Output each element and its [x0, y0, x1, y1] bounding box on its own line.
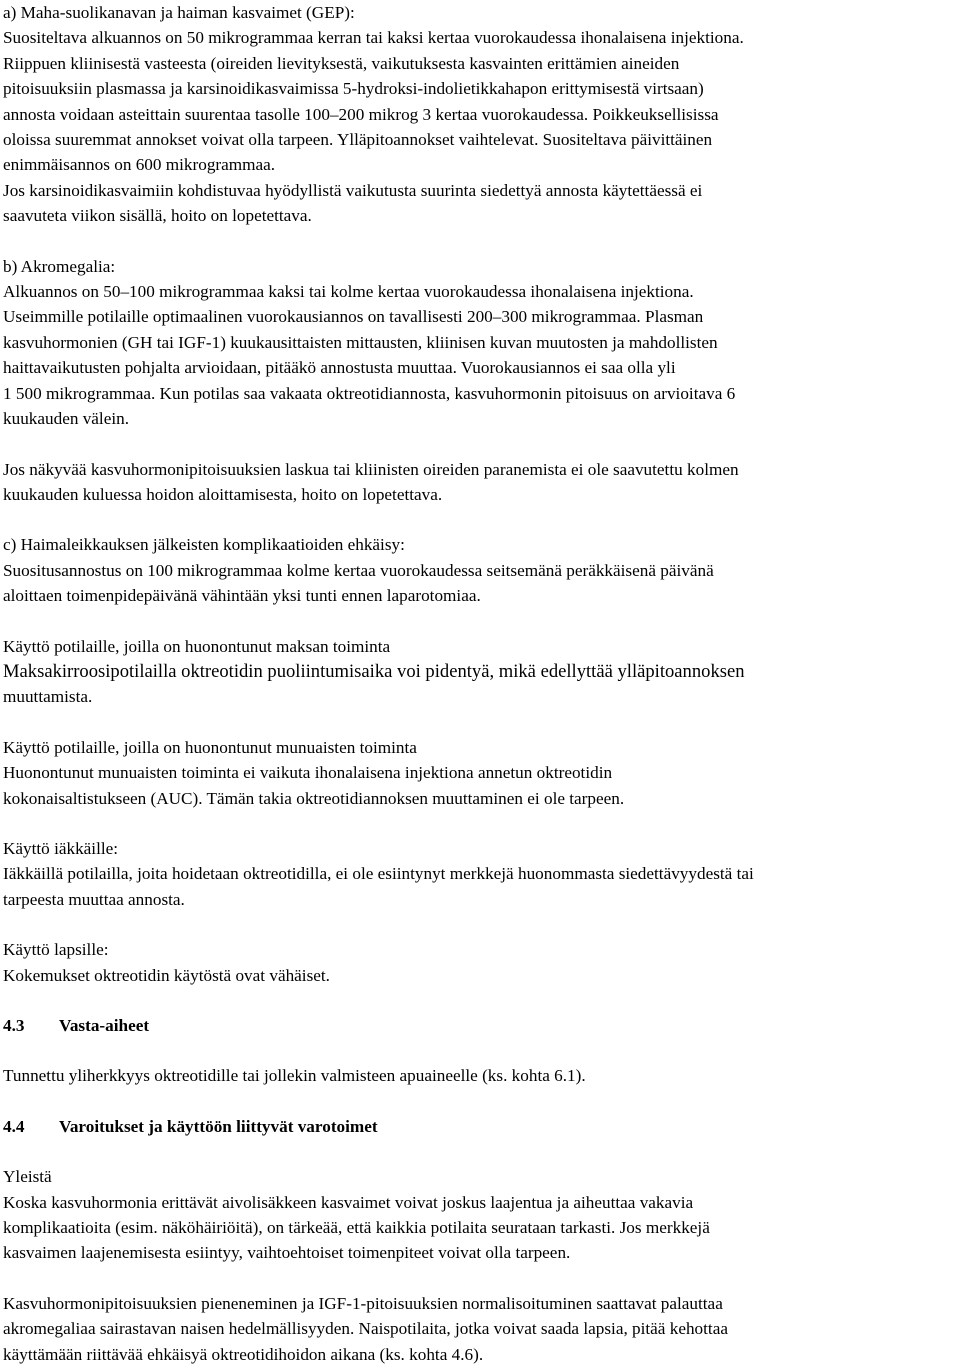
section-akromegalia [3, 254, 960, 432]
text-line: haittavaikutusten pohjalta arvioidaan, pitääkö annostusta muuttaa. Vuorokausiannos ei saa olla yli [3, 358, 676, 378]
lapset-heading: Käyttö lapsille: [3, 940, 109, 960]
text-line: Huonontunut munuaisten toiminta ei vaikuta ihonalaisena injektiona annetun oktreotidin [3, 763, 613, 783]
text-line: akromegaliaa sairastavan naisen hedelmällisyyden. Naispotilaita, jotka voivat saada lapsia, pitää kehottaa [3, 1319, 728, 1339]
text-line: komplikaatioita (esim. näköhäiriöitä), on tärkeää, että kaikkia potilaita seurataan tarkasti. Jos merkkejä [3, 1218, 710, 1238]
text-line: Alkuannos on 50–100 mikrogrammaa kaksi tai kolme kertaa vuorokaudessa ihonalaisena injektiona. [3, 282, 694, 302]
section-4-4 [3, 1114, 960, 1367]
section-number: 4.4 [3, 1116, 25, 1136]
akromegalia-note [3, 457, 960, 508]
text-line: kasvuhormonien (GH tai IGF-1) kuukausittaisten mittausten, kliinisen kuvan muutosten ja mahdollisten [3, 332, 718, 352]
text-line: pitoisuuksiin plasmassa ja karsinoidikasvaimissa 5-hydroksi-indolietikkahapon erittymisestä virtsaan) [3, 79, 704, 99]
section-title: Varoitukset ja käyttöön liittyvät varotoimet [59, 1116, 378, 1136]
text-line: aloittaen toimenpidepäivänä vähintään yksi tunti ennen laparotomiaa. [3, 586, 481, 606]
text-line: Koska kasvuhormonia erittävät aivolisäkkeen kasvaimet voivat joskus laajentua ja aiheuttaa vakavia [3, 1192, 694, 1212]
maksa-heading: Käyttö potilaille, joilla on huonontunut maksan toiminta [3, 636, 391, 656]
gep-heading: a) Maha-suolikanavan ja haiman kasvaimet (GEP): [3, 3, 355, 22]
text-line: Iäkkäillä potilailla, joita hoidetaan oktreotidilla, ei ole esiintynyt merkkejä huonommasta siedettävyydestä tai [3, 864, 754, 884]
text-line: enimmäisannos on 600 mikrogrammaa. [3, 155, 276, 175]
text-line: 1 500 mikrogrammaa. Kun potilas saa vakaata oktreotidiannosta, kasvuhormonin pitoisuus on arvioitava 6 [3, 383, 736, 403]
section-heading [3, 1114, 960, 1139]
text-line: Tunnettu yliherkkyys oktreotidille tai jollekin valmisteen apuaineelle (ks. kohta 6.1). [3, 1066, 586, 1086]
section-haimaleikkaus [3, 532, 960, 608]
section-lapset [3, 937, 960, 988]
section-heading [3, 1013, 960, 1038]
text-line: kuukauden välein. [3, 409, 130, 429]
section-munuaiset [3, 735, 960, 811]
text-line: Suositeltava alkuannos on 50 mikrogrammaa kerran tai kaksi kertaa vuorokaudessa ihonalaisena injektiona. [3, 28, 744, 48]
section-title: Vasta-aiheet [59, 1016, 150, 1035]
section-4-3 [3, 1013, 960, 1089]
text-line: käyttämään riittävää ehkäisyä oktreotidihoidon aikana (ks. kohta 4.6). [3, 1344, 484, 1364]
section-number: 4.3 [3, 1016, 25, 1035]
text-line: oloissa suuremmat annokset voivat olla tarpeen. Ylläpitoannokset vaihtelevat. Suositeltava päivittäinen [3, 130, 713, 150]
haimaleikkaus-heading: c) Haimaleikkauksen jälkeisten komplikaatioiden ehkäisy: [3, 535, 405, 555]
text-line: Maksakirroosipotilailla oktreotidin puoliintumisaika voi pidentyä, mikä edellyttää ylläpitoannoksen [3, 660, 745, 682]
text-line: annosta voidaan asteittain suurentaa tasolle 100–200 mikrog 3 kertaa vuorokaudessa. Poikkeuksellisissa [3, 104, 719, 124]
section-iakkaat [3, 836, 960, 912]
text-line: Useimmille potilaille optimaalinen vuorokausiannos on tavallisesti 200–300 mikrogrammaa. Plasman [3, 307, 704, 327]
text-line: tarpeesta muuttaa annosta. [3, 889, 185, 909]
section-maksa [3, 634, 960, 710]
text-line: muuttamista. [3, 687, 93, 707]
text-line: Kasvuhormonipitoisuuksien pieneneminen ja IGF-1-pitoisuuksien normalisoituminen saattavat palauttaa [3, 1293, 723, 1313]
text-line: Jos karsinoidikasvaimiin kohdistuvaa hyödyllistä vaikutusta suurinta siedettyä annosta käytettäessä ei [3, 180, 703, 200]
munuaiset-heading: Käyttö potilaille, joilla on huonontunut munuaisten toiminta [3, 737, 417, 757]
text-line: saavuteta viikon sisällä, hoito on lopetettava. [3, 206, 312, 226]
text-line: kasvaimen laajenemisesta esiintyy, vaihtoehtoiset toimenpiteet voivat olla tarpeen. [3, 1243, 571, 1263]
text-line: Kokemukset oktreotidin käytöstä ovat vähäiset. [3, 965, 330, 985]
text-line: Riippuen kliinisestä vasteesta (oireiden lievityksestä, vaikutuksesta kasvainten erittämien aineiden [3, 53, 680, 73]
akromegalia-heading: b) Akromegalia: [3, 256, 116, 276]
text-line: kuukauden kuluessa hoidon aloittamisesta, hoito on lopetettava. [3, 484, 443, 504]
text-line: kokonaisaltistukseen (AUC). Tämän takia oktreotidiannoksen muuttaminen ei ole tarpeen. [3, 788, 625, 808]
section-gep [3, 0, 960, 229]
iakkaat-heading: Käyttö iäkkäille: [3, 838, 119, 858]
text-line: Suositusannostus on 100 mikrogrammaa kolme kertaa vuorokaudessa seitsemänä peräkkäisenä päivänä [3, 560, 714, 580]
text-line: Jos näkyvää kasvuhormonipitoisuuksien laskua tai kliinisten oireiden paranemista ei ole saavutettu kolmen [3, 459, 739, 479]
subheading: Yleistä [3, 1167, 52, 1187]
